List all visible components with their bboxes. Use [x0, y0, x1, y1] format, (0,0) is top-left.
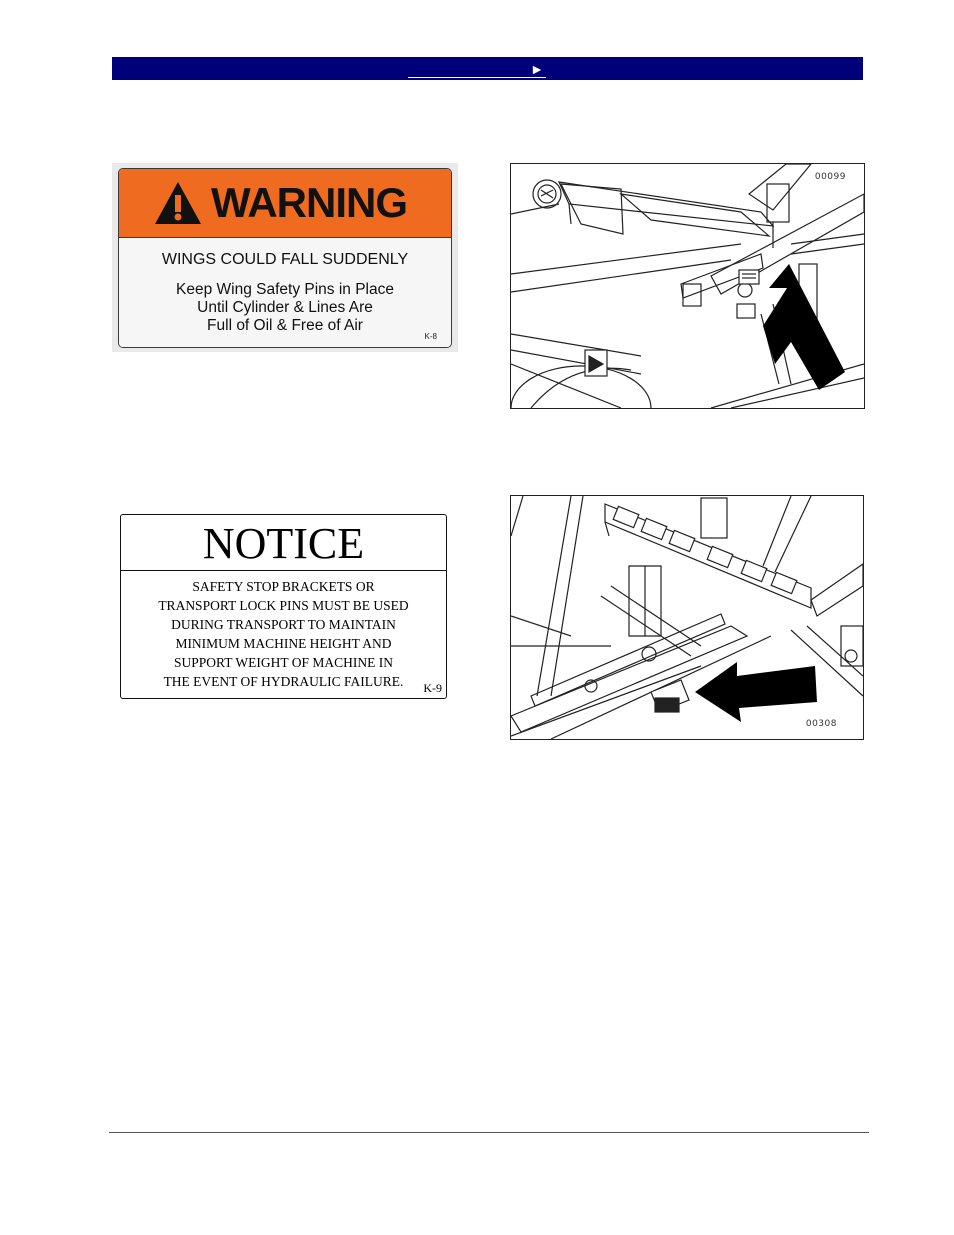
notice-decal-image	[120, 514, 447, 699]
warning-triangle-icon	[153, 180, 203, 226]
notice-signal-word: NOTICE	[202, 519, 365, 568]
wing-safety-pin-figure	[510, 163, 865, 409]
next-page-link[interactable]: ►	[408, 60, 546, 78]
warning-decal-frame	[118, 168, 452, 348]
warning-decal-image	[112, 163, 458, 352]
warning-decal-body	[119, 239, 451, 347]
warning-signal-word: WARNING	[211, 179, 407, 226]
notice-line: SUPPORT WEIGHT OF MACHINE IN	[174, 655, 393, 670]
figure-number: 00308	[805, 719, 837, 729]
footer-divider	[109, 1132, 869, 1133]
transport-frame-drawing	[511, 496, 863, 739]
warning-line: Full of Oil & Free of Air	[207, 317, 363, 334]
figure-number: 00099	[814, 172, 846, 182]
warning-decal-header	[119, 169, 451, 238]
warning-headline: WINGS COULD FALL SUDDENLY	[161, 251, 409, 268]
notice-line: SAFETY STOP BRACKETS OR	[192, 579, 375, 594]
notice-decal-code: K-9	[423, 681, 442, 695]
machine-frame-drawing	[511, 164, 864, 408]
warning-line: Until Cylinder & Lines Are	[197, 299, 373, 316]
notice-line: THE EVENT OF HYDRAULIC FAILURE.	[163, 674, 404, 689]
transport-lock-figure	[510, 495, 864, 740]
notice-line: DURING TRANSPORT TO MAINTAIN	[171, 617, 396, 632]
warning-decal-code: K-8	[424, 332, 437, 341]
warning-line: Keep Wing Safety Pins in Place	[176, 281, 394, 298]
notice-line: TRANSPORT LOCK PINS MUST BE USED	[158, 598, 409, 613]
notice-line: MINIMUM MACHINE HEIGHT AND	[175, 636, 392, 651]
notice-decal-header	[121, 515, 446, 571]
